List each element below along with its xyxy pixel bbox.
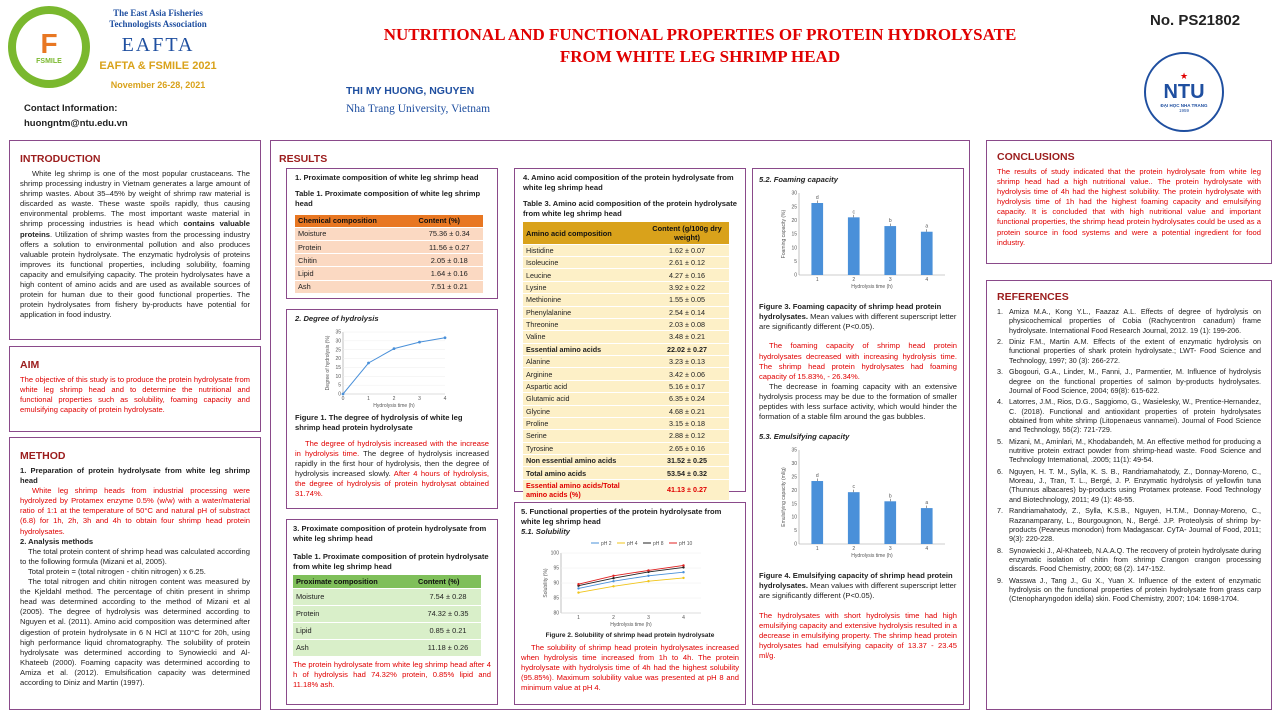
reference-number: 5. bbox=[997, 436, 1003, 446]
method-title: METHOD bbox=[20, 450, 66, 462]
y-tick-label: 10 bbox=[335, 373, 341, 380]
t1-cell: 2.05 ± 0.18 bbox=[416, 254, 483, 267]
y-axis-label: Degree of hydrolysis (%) bbox=[325, 335, 331, 391]
association-name: The East Asia Fisheries Technologists Association bbox=[109, 8, 207, 30]
bar-letter-label: a bbox=[925, 500, 929, 507]
figure-3-chart bbox=[759, 185, 957, 293]
t3-cell: 3.42 ± 0.06 bbox=[645, 368, 729, 380]
t3-cell: 31.52 ± 0.25 bbox=[645, 455, 729, 467]
s51-title: 5.1. Solubility bbox=[521, 526, 570, 536]
t3-cell: 1.55 ± 0.05 bbox=[645, 294, 729, 306]
data-point bbox=[612, 580, 614, 582]
data-point bbox=[647, 580, 649, 582]
y-tick-label: 10 bbox=[791, 245, 797, 252]
x-axis-label: Hydrolysis time (h) bbox=[851, 283, 893, 290]
method-prep-text: White leg shrimp heads from industrial processing were hydrolyzed by Protamex enzyme 0.5% (w/w) with a water/material ratio of 1:1 at the temperature of 50°C and natural pH of substract (6.8) for 1h, 2h, 3h and 4h to obtain four shrimp head protein hydrolysates. bbox=[20, 486, 250, 536]
x-tick-label: 3 bbox=[418, 395, 421, 402]
t1-cell: Moisture bbox=[295, 227, 416, 240]
bar-letter-label: d bbox=[815, 194, 819, 201]
t3-cell: Phenylalanine bbox=[523, 306, 645, 318]
method-formula: Total protein = (total nitrogen - chitin nitrogen) x 6.25. bbox=[28, 566, 206, 576]
ntu-year: 1959 bbox=[1178, 107, 1189, 113]
introduction-text: White leg shrimp is one of the most popular crustaceans. The shrimp processing industry in Vietnam generates a large amount of shrimp wastes. About 35–45% by weight of shrimp raw material is discarded as waste. These waste spoils rapidly, thus causing environmental problems. The most important waste material in shrimp processing industries is head which contains valuable proteins. Utilization of shrimp wastes from the processing industry offers a solution to environmental pollution and also produces valuable protein hydrolysate. The enzymatic hydrolysis of proteins improves its functional properties, including solubility, foaming capacity and emulsifying capacity. The protein hydrolysates have a high content of amino acids and are used as available sources of protein for human due to their good functional properties. The protein hydrolysates from fishery by-products have potential for application in food industry. bbox=[20, 169, 250, 320]
list-item bbox=[997, 337, 1261, 365]
data-point bbox=[612, 574, 614, 576]
y-tick-label: 30 bbox=[791, 461, 797, 468]
t3-cell: Glutamic acid bbox=[523, 393, 645, 405]
t1-cell: Lipid bbox=[295, 267, 416, 280]
x-tick-label: 1 bbox=[367, 395, 370, 402]
data-point bbox=[342, 392, 345, 395]
authors: THI MY HUONG, NGUYEN bbox=[346, 85, 475, 97]
figure-2-chart bbox=[521, 537, 739, 627]
method-heading-2: 2. Analysis methods bbox=[20, 536, 94, 546]
conclusions-title: CONCLUSIONS bbox=[997, 151, 1075, 163]
t2-cell: Moisture bbox=[293, 588, 415, 605]
t3-cell: 4.68 ± 0.21 bbox=[645, 405, 729, 417]
t3-cell: 3.92 ± 0.22 bbox=[645, 281, 729, 293]
t2-cell: Lipid bbox=[293, 622, 415, 639]
t3-cell: Valine bbox=[523, 331, 645, 343]
y-tick-label: 95 bbox=[553, 565, 559, 572]
t2-cell: Protein bbox=[293, 605, 415, 622]
y-tick-label: 5 bbox=[338, 382, 341, 389]
t3-cell: 4.27 ± 0.16 bbox=[645, 269, 729, 281]
y-tick-label: 35 bbox=[335, 329, 341, 336]
fig2-caption: Figure 2. Solubility of shrimp head protein hydrolysate bbox=[545, 631, 715, 639]
table-2 bbox=[293, 575, 481, 656]
y-axis-label: Solubility (%) bbox=[543, 567, 549, 598]
t3-cell: Isoleucine bbox=[523, 257, 645, 269]
y-tick-label: 0 bbox=[794, 272, 797, 279]
t1-cell: 75.36 ± 0.34 bbox=[416, 227, 483, 240]
y-tick-label: 5 bbox=[794, 528, 797, 535]
reference-number: 4. bbox=[997, 397, 1003, 407]
table-row bbox=[295, 227, 483, 240]
bar bbox=[884, 226, 896, 275]
table-row bbox=[523, 244, 729, 256]
table-row bbox=[523, 318, 729, 330]
reference-text: Gbogouri, G.A., Linder, M., Fanni, J., Parmentier, M. Influence of hydrolysis degree on the functional properties of salmon by-products hydrolysates. Journal of Food Science, 2004; 69(8): 615-622. bbox=[1009, 367, 1261, 395]
table-row bbox=[523, 368, 729, 380]
t3-cell: Histidine bbox=[523, 244, 645, 256]
bar bbox=[884, 501, 896, 544]
solubility-panel bbox=[514, 502, 746, 705]
reference-text: Latorres, J.M., Rios, D.G., Saggiomo, G., Wasielesky, W., Prentice-Hernandez, C. (2018). Functional and antioxidant properties of protein hydrolysates obtained from white shrimp (Litopenaeus vannamei). Journal of Food Science and Technology, 55(2): 721-729. bbox=[1009, 397, 1261, 435]
data-point bbox=[682, 564, 684, 566]
t3-cell: Arginine bbox=[523, 368, 645, 380]
table-row bbox=[523, 455, 729, 467]
fig3-black-text: The decrease in foaming capacity with an extensive hydrolysis process may be due to the formation of smaller peptides with less surface activity, which would hinder the formation of a stable film around the gas bubbles. bbox=[759, 381, 957, 422]
t3-cell: Leucine bbox=[523, 269, 645, 281]
x-tick-label: 4 bbox=[925, 276, 929, 283]
t2-note: The protein hydrolysate from white leg shrimp head after 4 h of hydrolysis had 74.32% protein, 0.85% lipid and 11.18% ash. bbox=[293, 659, 491, 689]
legend-entry: pH 2 bbox=[601, 540, 612, 547]
table-row bbox=[523, 393, 729, 405]
y-tick-label: 30 bbox=[791, 190, 797, 197]
eafta-title: EAFTA bbox=[121, 34, 195, 56]
x-tick-label: 2 bbox=[612, 614, 615, 621]
event-name: EAFTA & FSMILE 2021 bbox=[99, 60, 217, 72]
y-tick-label: 25 bbox=[791, 204, 797, 211]
reference-text: Synowiecki J., Al-Khateeb, N.A.A.Q. The recovery of protein hydrolysate during enzymatic isolation of chitin from shrimp Crangon crangon processing discards. Food Chemistry, 2000; 68 (2). 147-152. bbox=[1009, 545, 1261, 574]
bar-letter-label: b bbox=[888, 493, 892, 500]
t3-cell: 2.88 ± 0.12 bbox=[645, 430, 729, 442]
reference-text: Diniz F.M., Martin A.M. Effects of the extent of enzymatic hydrolysis on functional properties of shark protein hydrolysate.; LWT- Food Science and Technology, 1997; 30 (3): 266-272. bbox=[1009, 337, 1261, 365]
table-row bbox=[523, 306, 729, 318]
table-row bbox=[523, 269, 729, 281]
y-tick-label: 15 bbox=[791, 501, 797, 508]
fig1-caption: Figure 1. The degree of hydrolysis of white leg shrimp head protein hydrolysate bbox=[295, 412, 463, 432]
data-point bbox=[577, 587, 579, 589]
introduction-section bbox=[9, 140, 261, 340]
t1-cell: 11.56 ± 0.27 bbox=[416, 240, 483, 253]
list-item bbox=[997, 506, 1261, 543]
title-line-2: FROM WHITE LEG SHRIMP HEAD bbox=[559, 47, 841, 67]
t3-cell: 5.16 ± 0.17 bbox=[645, 380, 729, 392]
t3-cell: 2.03 ± 0.08 bbox=[645, 318, 729, 330]
data-point bbox=[682, 571, 684, 573]
ntu-logo-text: NTU bbox=[1163, 80, 1205, 103]
t2-cell: 11.18 ± 0.26 bbox=[415, 639, 481, 656]
references-list bbox=[997, 307, 1261, 604]
x-tick-label: 3 bbox=[888, 276, 892, 283]
table-row bbox=[523, 294, 729, 306]
bar bbox=[848, 492, 860, 544]
s4-title: 4. Amino acid composition of the protein hydrolysate from white leg shrimp head bbox=[523, 173, 734, 192]
bar bbox=[921, 508, 933, 544]
t1-header-2: Content (%) bbox=[416, 215, 483, 228]
method-heading-1: 1. Preparation of protein hydrolysate from white leg shrimp head bbox=[20, 466, 250, 486]
t3-cell: Glycine bbox=[523, 405, 645, 417]
data-point bbox=[444, 336, 447, 339]
t3-cell: 3.15 ± 0.18 bbox=[645, 417, 729, 429]
degree-hydrolysis-panel bbox=[286, 309, 498, 509]
t3-cell: Methionine bbox=[523, 294, 645, 306]
data-point bbox=[577, 583, 579, 585]
x-tick-label: 4 bbox=[925, 546, 929, 553]
list-item bbox=[997, 576, 1261, 604]
table-row bbox=[523, 356, 729, 368]
y-axis-label: Emulsifying capacity (ml/g) bbox=[781, 467, 787, 527]
aim-section bbox=[9, 346, 261, 432]
bar-letter-label: b bbox=[888, 217, 892, 224]
x-tick-label: 1 bbox=[815, 546, 819, 553]
x-tick-label: 3 bbox=[888, 546, 892, 553]
affiliation: Nha Trang University, Vietnam bbox=[346, 103, 491, 115]
t3-cell: Non essential amino acids bbox=[523, 455, 645, 467]
list-item bbox=[997, 437, 1261, 465]
table-row bbox=[523, 331, 729, 343]
fig1-text: The degree of hydrolysis increased with the increase in hydrolysis time. The degree of hydrolysis increased rapidly in the first hour of hydrolysis, then the degree of hydrolysis increased slowly. After 4 hours of hydrolysis, the degree of hydrolysis of protein hydrolysat obtained 31.74%. bbox=[295, 438, 489, 499]
table-row bbox=[293, 605, 481, 622]
bar-letter-label: a bbox=[925, 223, 929, 230]
x-tick-label: 4 bbox=[443, 395, 447, 402]
t3-cell: Proline bbox=[523, 417, 645, 429]
figure-4-chart bbox=[759, 442, 957, 562]
t3-cell: 2.61 ± 0.12 bbox=[645, 257, 729, 269]
t2-header-1: Proximate composition bbox=[293, 575, 415, 588]
y-tick-label: 80 bbox=[553, 610, 559, 617]
s3-title: 3. Proximate composition of protein hydrolysate from white leg shrimp head bbox=[293, 524, 487, 543]
results-title: RESULTS bbox=[279, 153, 328, 165]
data-point bbox=[367, 361, 370, 364]
y-tick-label: 35 bbox=[791, 447, 797, 454]
data-point bbox=[612, 585, 614, 587]
t1-cell: 1.64 ± 0.16 bbox=[416, 267, 483, 280]
data-point bbox=[612, 577, 614, 579]
x-tick-label: 2 bbox=[852, 546, 856, 553]
legend-entry: pH 10 bbox=[679, 540, 693, 547]
introduction-title: INTRODUCTION bbox=[20, 153, 101, 165]
t3-cell: 3.48 ± 0.21 bbox=[645, 331, 729, 343]
x-tick-label: 1 bbox=[577, 614, 580, 621]
contact-email[interactable]: huongntm@ntu.edu.vn bbox=[24, 118, 128, 129]
y-tick-label: 25 bbox=[335, 347, 341, 354]
fig3-red-text: The foaming capacity of shrimp head protein hydrolysates decreased with increasing hydrolysis time. The shrimp head protein hydrolysates had foaming capacity of 15.83%, - 26.34%. bbox=[759, 341, 957, 381]
list-item bbox=[997, 367, 1261, 395]
reference-number: 7. bbox=[997, 506, 1003, 516]
poster-title bbox=[300, 24, 1100, 68]
y-tick-label: 85 bbox=[553, 595, 559, 602]
t3-cell: 1.62 ± 0.07 bbox=[645, 244, 729, 256]
table-row bbox=[523, 467, 729, 479]
t2-cell: 0.85 ± 0.21 bbox=[415, 622, 481, 639]
t2-cell: Ash bbox=[293, 639, 415, 656]
x-tick-label: 0 bbox=[341, 395, 345, 402]
legend-entry: pH 4 bbox=[627, 540, 638, 547]
data-point bbox=[682, 576, 684, 578]
t3-cell: 41.13 ± 0.27 bbox=[645, 479, 729, 500]
reference-number: 2. bbox=[997, 337, 1003, 347]
reference-number: 3. bbox=[997, 367, 1003, 377]
reference-number: 6. bbox=[997, 466, 1003, 476]
table-3 bbox=[523, 222, 729, 501]
t3-cell: Total amino acids bbox=[523, 467, 645, 479]
t3-cell: 22.02 ± 0.27 bbox=[645, 343, 729, 355]
t3-header-1: Amino acid composition bbox=[523, 222, 645, 244]
reference-text: Randriamahatody, Z., Sylla, K.S.B., Nguyen, H.T.M., Donnay-Moreno, C., Razanamparany, L., Bourgougnon, N., Bergé. J.P. Proteolysis of shrimp by-products (Peaneus monodon) from Madagascar. CyTA- Journal of Food, 2011; 9(3): 220-228. bbox=[1009, 506, 1261, 544]
title-line-1: NUTRITIONAL AND FUNCTIONAL PROPERTIES OF PROTEIN HYDROLYSATE bbox=[383, 25, 1017, 44]
t3-cell: Alanine bbox=[523, 356, 645, 368]
fig3-caption: Figure 3. Foaming capacity of shrimp head protein hydrolysates. Mean values with different superscript letter are significantly different (P<0.05). bbox=[759, 301, 957, 331]
bar bbox=[811, 481, 823, 544]
table3-caption: Table 3. Amino acid composition of the protein hydrolysate from white leg shrimp head bbox=[523, 198, 737, 218]
t3-cell: 3.23 ± 0.13 bbox=[645, 356, 729, 368]
method-analysis-text: The total nitrogen and chitin nitrogen content was measured by the Kjeldahl method. The percentage of chitin present in shrimp head was determined according to the method of Mizani et al (2005). The degree of hydrolysis was determined according to Nguyen et al. (2011). Amino acid composition was determined after digestion of protein hydrolysate in 6 N HCl at 110°C for 20h, using high performance liquid chromatography. The solubility of protein hydrolysate was determined according to Synowiecki and Al-Khateeb (2000). Foaming capacity was determined according to Amiza et al. (2012). Emulsification capacity was determined according to Diniz and Martin (1997). bbox=[20, 577, 250, 687]
bar-letter-label: d bbox=[815, 473, 819, 480]
table-row bbox=[523, 343, 729, 355]
x-tick-label: 1 bbox=[815, 276, 819, 283]
fig2-note: The solubility of shrimp head protein hydrolysates increased when hydrolysis time increased from 1h to 4h. The protein hydrolysate with hydrolysis time of 4h had the highest solubility (95.85%). Maximum solubility value was presented at pH 8 and minimum value at pH 4. bbox=[521, 642, 739, 692]
ntu-sub: ĐẠI HỌC NHA TRANG bbox=[1160, 102, 1208, 108]
bar bbox=[848, 217, 860, 275]
y-tick-label: 0 bbox=[338, 391, 341, 398]
s53-title: 5.3. Emulsifying capacity bbox=[759, 432, 850, 442]
reference-text: Amiza M.A., Kong Y.L., Faazaz A.L. Effects of degree of hydrolysis on physicochemical properties of Cobia (Rachycentron canadum) frame hydrolysate. International Food Research Journal, 2012. 19 (1): 199-206. bbox=[1009, 307, 1261, 335]
aim-title: AIM bbox=[20, 359, 40, 371]
table2-caption: Table 1. Proximate composition of protein hydrolysate from white leg shrimp head bbox=[293, 551, 489, 571]
table-row bbox=[523, 281, 729, 293]
t1-cell: 7.51 ± 0.21 bbox=[416, 280, 483, 293]
list-item bbox=[997, 307, 1261, 335]
t2-cell: 74.32 ± 0.35 bbox=[415, 605, 481, 622]
list-item bbox=[997, 546, 1261, 574]
x-tick-label: 3 bbox=[647, 614, 650, 621]
y-tick-label: 15 bbox=[335, 364, 341, 371]
y-tick-label: 0 bbox=[794, 541, 797, 548]
table-row bbox=[523, 442, 729, 454]
table-row bbox=[295, 240, 483, 253]
contact-label: Contact Information: bbox=[24, 103, 118, 114]
t3-cell: Essential amino acids/Total amino acids (%) bbox=[523, 479, 645, 500]
t3-cell: Essential amino acids bbox=[523, 343, 645, 355]
reference-text: Nguyen, H. T. M., Sylla, K. S. B., Randriamahatody, Z., Donnay-Moreno, C., Moreau, J., Tran, T. L., Bergé, J. P. Enzymatic hydrolysis of yellowfin tuna (Thunnus albacares) by-products using Protamex protease. Food Technology and Biotechnology, 2011; 49 (1): 48-55. bbox=[1009, 466, 1261, 504]
x-axis-label: Hydrolysis time (h) bbox=[373, 402, 415, 408]
s1-title: 1. Proximate composition of white leg shrimp head bbox=[295, 173, 479, 182]
table-row bbox=[295, 267, 483, 280]
table-1 bbox=[295, 215, 483, 294]
data-point bbox=[418, 341, 421, 344]
data-point bbox=[647, 574, 649, 576]
proximate-hydrolysate-panel bbox=[286, 519, 498, 705]
x-tick-label: 4 bbox=[682, 614, 685, 621]
bar-letter-label: c bbox=[852, 209, 855, 216]
t3-cell: Tyrosine bbox=[523, 442, 645, 454]
fig4-red-text: The hydrolysates with short hydrolysis time had high emulsifying capacity and extensive hydrolysis resulted in a decrease in emulsifying property. The shrimp head protein hydrolysates had emulsifying capacity of 13.37 - 23.45 ml/g. bbox=[759, 610, 957, 660]
y-tick-label: 20 bbox=[335, 356, 341, 363]
t3-cell: 6.35 ± 0.24 bbox=[645, 393, 729, 405]
t1-cell: Protein bbox=[295, 240, 416, 253]
foaming-emulsifying-panel bbox=[752, 168, 964, 705]
t3-cell: 2.54 ± 0.14 bbox=[645, 306, 729, 318]
data-point bbox=[393, 347, 396, 350]
y-tick-label: 15 bbox=[791, 231, 797, 238]
table-row bbox=[523, 430, 729, 442]
t1-cell: Chitin bbox=[295, 254, 416, 267]
table-row bbox=[523, 417, 729, 429]
t1-header-1: Chemical composition bbox=[295, 215, 416, 228]
table-row bbox=[295, 254, 483, 267]
proximate-shrimp-panel bbox=[286, 168, 498, 299]
y-tick-label: 5 bbox=[794, 258, 797, 265]
fig4-caption: Figure 4. Emulsifying capacity of shrimp head protein hydrolysates. Mean values with different superscript letter are significantly different (P<0.05). bbox=[759, 571, 957, 600]
series-line bbox=[343, 338, 445, 394]
amino-acid-panel bbox=[514, 168, 746, 499]
t2-cell: 7.54 ± 0.28 bbox=[415, 588, 481, 605]
y-tick-label: 100 bbox=[550, 550, 559, 557]
logo-text: FSMILE bbox=[36, 57, 62, 65]
table-row bbox=[295, 280, 483, 293]
table1-caption: Table 1. Proximate composition of white leg shrimp head bbox=[295, 188, 481, 208]
reference-text: Mizani, M., Aminlari, M., Khodabandeh, M. An effective method for producing a nutritive protein extract powder from shrimp-head waste. Food Science and Technology International, .2005; 11(1): 49-54. bbox=[1009, 436, 1261, 465]
conclusions-text: The results of study indicated that the protein hydrolysate from white leg shrimp head had a high nutritional value.. The protein hydrolysate with hydrolysis time of 4h had the highest solubility. The protein hydrolysate with hydrolysis time of 1h had the highest foaming capacity and emulsifying capacity. It is concluded that with high nutritional value and important functional properties, the shrimp head protein hydrolysates could be used as a protein source in food systems and were a potential ingredient for food industry. bbox=[997, 167, 1261, 247]
s2-title: 2. Degree of hydrolysis bbox=[295, 314, 379, 323]
ntu-logo: ★ NTU ĐẠI HỌC NHA TRANG 1959 bbox=[1144, 52, 1224, 132]
t3-cell: Threonine bbox=[523, 318, 645, 330]
x-axis-label: Hydrolysis time (h) bbox=[610, 621, 652, 627]
legend-entry: pH 8 bbox=[653, 540, 664, 547]
bar bbox=[811, 203, 823, 275]
y-tick-label: 90 bbox=[553, 580, 559, 587]
t3-cell: Serine bbox=[523, 430, 645, 442]
s5-title: 5. Functional properties of the protein hydrolysate from white leg shrimp head bbox=[521, 507, 722, 526]
bar-letter-label: c bbox=[852, 484, 855, 491]
y-tick-label: 10 bbox=[791, 514, 797, 521]
table-row bbox=[523, 380, 729, 392]
fsmile-logo: F FSMILE bbox=[8, 6, 90, 88]
table-row bbox=[523, 257, 729, 269]
method-protein-text: The total protein content of shrimp head was calculated according to the following formula (Mizani et al, 2005). bbox=[20, 546, 250, 566]
conclusions-section bbox=[986, 140, 1272, 264]
y-axis-label: Foaming capacity (%) bbox=[781, 209, 787, 259]
table-row bbox=[523, 479, 729, 500]
reference-text: Wasswa J., Tang J., Gu X., Yuan X. Influence of the extent of enzymatic hydrolysis on the functional properties of protein hydrolysate from grass carp (Ctenopharyngodon idella) skin. Food Chemistry, 2007; 104: 1698-1704. bbox=[1009, 575, 1261, 604]
y-tick-label: 30 bbox=[335, 338, 341, 345]
list-item bbox=[997, 397, 1261, 434]
t2-header-2: Content (%) bbox=[415, 575, 481, 588]
data-point bbox=[647, 569, 649, 571]
list-item bbox=[997, 467, 1261, 504]
t3-header-2: Content (g/100g dry weight) bbox=[645, 222, 729, 244]
t3-cell: Lysine bbox=[523, 281, 645, 293]
t3-cell: 53.54 ± 0.32 bbox=[645, 467, 729, 479]
y-tick-label: 20 bbox=[791, 217, 797, 224]
t1-cell: Ash bbox=[295, 280, 416, 293]
bar bbox=[921, 232, 933, 275]
reference-number: 8. bbox=[997, 545, 1003, 555]
x-tick-label: 2 bbox=[392, 395, 396, 402]
poster-number: No. PS21802 bbox=[1150, 12, 1241, 29]
figure-1-chart bbox=[295, 326, 489, 408]
reference-number: 1. bbox=[997, 307, 1003, 316]
x-axis-label: Hydrolysis time (h) bbox=[851, 553, 893, 560]
s52-title: 5.2. Foaming capacity bbox=[759, 175, 838, 184]
references-title: REFERENCES bbox=[997, 291, 1069, 303]
reference-number: 9. bbox=[997, 575, 1003, 585]
x-tick-label: 2 bbox=[852, 276, 856, 283]
references-section bbox=[986, 280, 1272, 710]
aim-text: The objective of this study is to produce the protein hydrolysate from white leg shrimp head and to determine the nutritional and functional properties such as solubility, foaming capacity and emulsifying capacity of protein hydrolysate. bbox=[20, 375, 250, 415]
y-tick-label: 20 bbox=[791, 487, 797, 494]
data-point bbox=[577, 591, 579, 593]
event-dates: November 26-28, 2021 bbox=[110, 80, 206, 90]
table-row bbox=[293, 588, 481, 605]
table-row bbox=[293, 622, 481, 639]
table-row bbox=[293, 639, 481, 656]
t3-cell: 2.65 ± 0.16 bbox=[645, 442, 729, 454]
method-section bbox=[9, 437, 261, 710]
t3-cell: Aspartic acid bbox=[523, 380, 645, 392]
table-row bbox=[523, 405, 729, 417]
y-tick-label: 25 bbox=[791, 474, 797, 481]
